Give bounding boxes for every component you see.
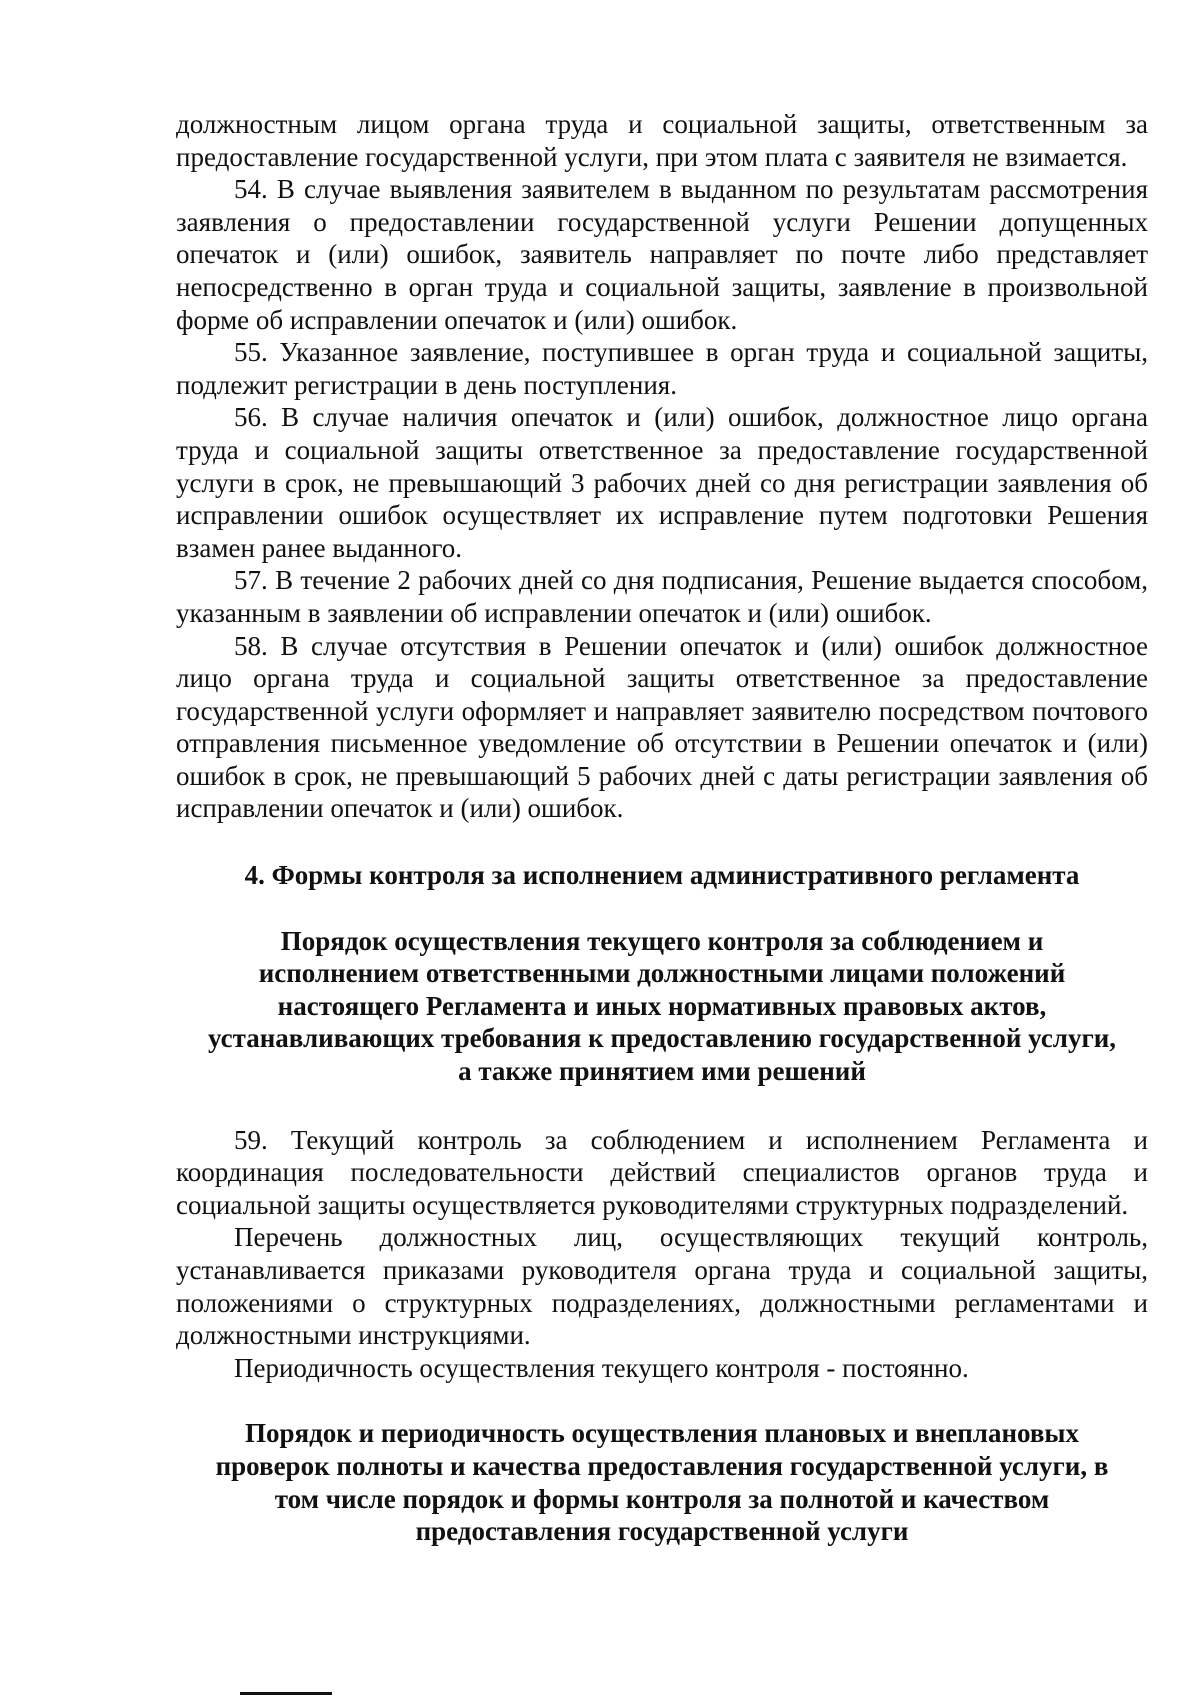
paragraph-57: 57. В течение 2 рабочих дней со дня подписания, Решение выдается способом, указанным в заявлении об исправлении опечаток и (или) ошибок. xyxy=(176,565,1148,628)
paragraph-continuation: должностным лицом органа труда и социальной защиты, ответственным за предоставление государственной услуги, при этом плата с заявителя не взимается. xyxy=(176,109,1148,172)
paragraph-58: 58. В случае отсутствия в Решении опечаток и (или) ошибок должностное лицо органа труда и социальной защиты ответственное за предоставление государственной услуги оформляет и направляет заявителю посредством почтового отправления письменное уведомление об отсутствии в Решении опечаток и (или) ошибок в срок, не превышающий 5 рабочих дней с даты регистрации заявления об исправлении опечаток и (или) ошибок. xyxy=(176,630,1148,824)
paragraph-officials-list: Перечень должностных лиц, осуществляющих текущий контроль, устанавливается приказами руководителя органа труда и социальной защиты, положениями о структурных подразделениях, должностными регламентами и должностными инструкциями. xyxy=(176,1222,1148,1351)
subheading-line: устанавливающих требования к предоставлению государственной услуги, xyxy=(207,1023,1117,1054)
footer-rule xyxy=(240,1692,332,1695)
document-page xyxy=(176,108,1148,1548)
subheading-line: а также принятием ими решений xyxy=(458,1056,866,1087)
subheading-line: Порядок осуществления текущего контроля за соблюдением и xyxy=(280,925,1044,956)
subheading-line: том числе порядок и формы контроля за полнотой и качеством xyxy=(274,1483,1050,1514)
paragraph-59: 59. Текущий контроль за соблюдением и исполнением Регламента и координация последовательности действий специалистов органов труда и социальной защиты осуществляется руководителями структурных подразделений. xyxy=(176,1124,1148,1220)
subheading-inspections xyxy=(176,1417,1148,1547)
subheading-line: исполнением ответственными должностными лицами положений xyxy=(258,958,1066,989)
paragraph-56: 56. В случае наличия опечаток и (или) ошибок, должностное лицо органа труда и социальной защиты ответственное за предоставление государственной услуги в срок, не превышающий 3 рабочих дней со дня регистрации заявления об исправлении ошибок осуществляет их исправление путем подготовки Решения взамен ранее выданного. xyxy=(176,402,1148,563)
paragraph-54: 54. В случае выявления заявителем в выданном по результатам рассмотрения заявления о предоставлении государственной услуги Решении допущенных опечаток и (или) ошибок, заявитель направляет по почте либо представляет непосредственно в орган труда и социальной защиты, заявление в произвольной форме об исправлении опечаток и (или) ошибок. xyxy=(176,174,1148,335)
subheading-line: предоставления государственной услуги xyxy=(415,1516,909,1547)
paragraph-55: 55. Указанное заявление, поступившее в орган труда и социальной защиты, подлежит регистрации в день поступления. xyxy=(176,337,1148,400)
subheading-line: Порядок и периодичность осуществления плановых и внеплановых xyxy=(245,1418,1079,1449)
paragraph-periodicity: Периодичность осуществления текущего контроля - постоянно. xyxy=(234,1352,969,1383)
section-title: 4. Формы контроля за исполнением административного регламента xyxy=(244,860,1080,891)
subheading-current-control xyxy=(176,925,1148,1088)
subheading-line: проверок полноты и качества предоставления государственной услуги, в xyxy=(215,1450,1109,1481)
subheading-line: настоящего Регламента и иных нормативных правовых актов, xyxy=(277,990,1047,1021)
